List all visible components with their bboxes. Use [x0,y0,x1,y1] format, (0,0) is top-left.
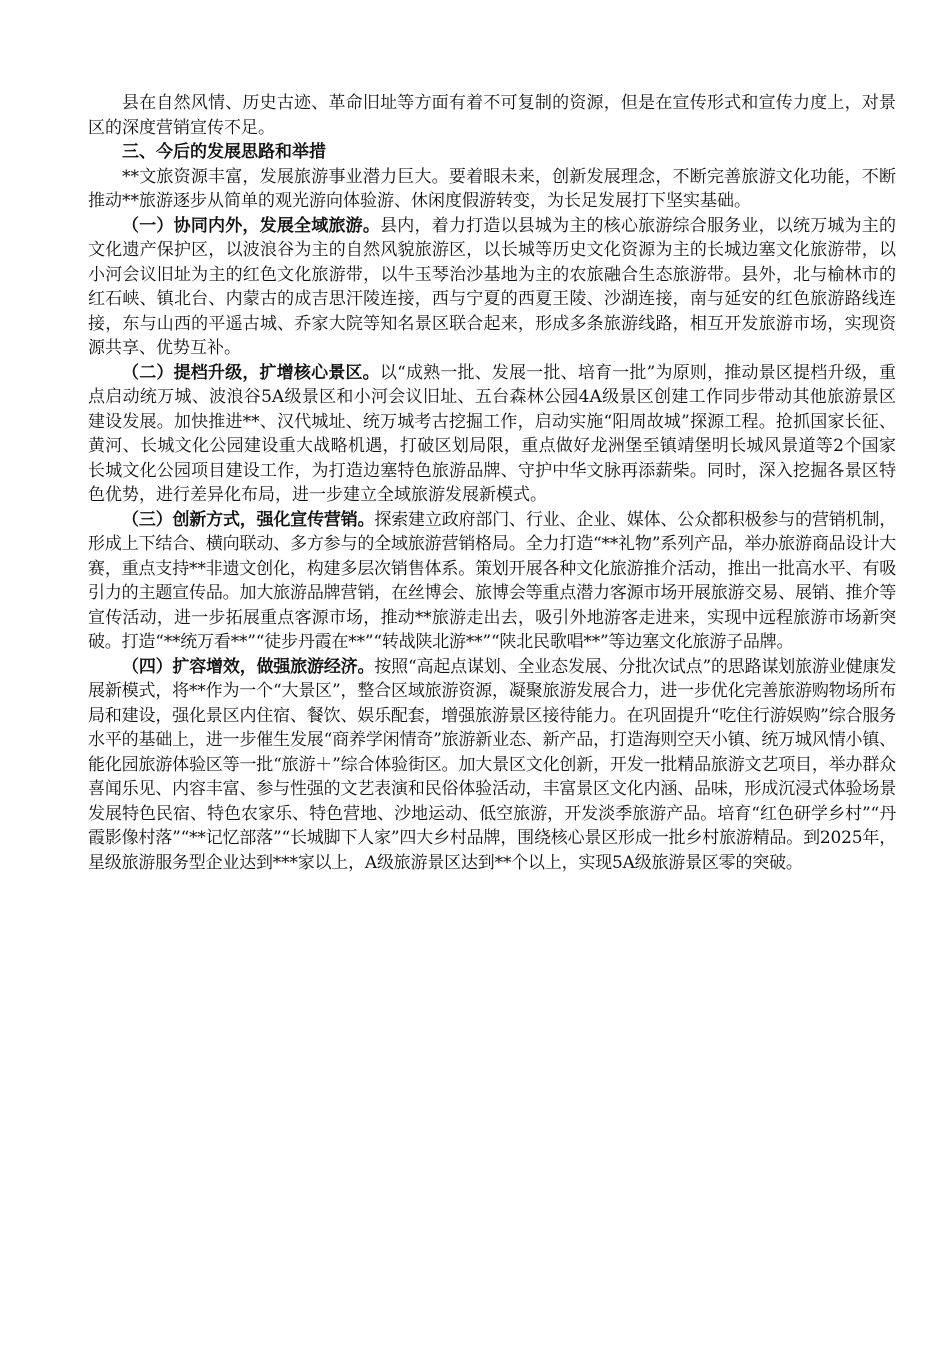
item-2-body: 以“成熟一批、发展一批、培育一批”为原则，推动景区提档升级，重点启动统万城、波浪谷5A级景区和小河会议旧址、五台森林公园4A级景区创建工作同步带动其他旅游景区建设发展。加快推进**、汉代城址、统万城考古挖掘工作，启动实施“阳周故城”探源工程。抢抓国家长征、黄河、长城文化公园建设重大战略机遇，打破区划局限，重点做好龙洲堡至镇靖堡明长城风景道等2个国家长城文化公园项目建设工作，为打造边塞特色旅游品牌、守护中华文脉再添薪柴。同时，深入挖掘各景区特色优势，进行差异化布局，进一步建立全域旅游发展新模式。 [88,362,896,505]
item-3-title: （三）创新方式，强化宣传营销。 [122,509,375,530]
item-2-title: （二）提档升级，扩增核心景区。 [122,362,380,383]
paragraph-item-3 [88,508,896,655]
item-4-body: 按照“高起点谋划、全业态发展、分批次试点”的思路谋划旅游业健康发展新模式，将**作为一个“大景区”，整合区域旅游资源，凝聚旅游发展合力，进一步优化完善旅游购物场所布局和建设，强化景区内住宿、餐饮、娱乐配套，增强旅游景区接待能力。在巩固提升“吃住行游娱购”综合服务水平的基础上，进一步催生发展“商养学闲情奇”旅游新业态、新产品，打造海则空天小镇、统万城风情小镇、能化园旅游体验区等一批“旅游＋”综合体验街区。加大景区文化创新，开发一批精品旅游文艺项目，举办群众喜闻乐见、内容丰富、参与性强的文艺表演和民俗体验活动，丰富景区文化内涵、品味，形成沉浸式体验场景发展特色民宿、特色农家乐、特色营地、沙地运动、低空旅游，开发淡季旅游产品。培育“红色研学乡村”“丹霞影像村落”“**记忆部落”“长城脚下人家”四大乡村品牌，围绕核心景区形成一批乡村旅游精品。到2025年，星级旅游服务型企业达到***家以上，A级旅游景区达到**个以上，实现5A级旅游景区零的突破。 [88,656,897,873]
paragraph-promotion-shortfall: 县在自然风情、历史古迹、革命旧址等方面有着不可复制的资源，但是在宣传形式和宣传力度上，对景区的深度营销宣传不足。 [88,93,896,138]
paragraph-item-4 [88,655,896,876]
section-heading: 三、今后的发展思路和举措 [122,142,326,162]
document-page [88,91,896,875]
paragraph-item-1 [88,214,896,361]
item-4-title: （四）扩容增效，做强旅游经济。 [122,656,375,677]
item-1-title: （一）协同内外，发展全域旅游。 [122,215,381,236]
paragraph-intro: **文旅资源丰富，发展旅游事业潜力巨大。要着眼未来，创新发展理念，不断完善旅游文化功能，不断推动**旅游逐步从简单的观光游向体验游、休闲度假游转变，为长足发展打下坚实基础。 [88,166,896,211]
paragraph-item-2 [88,361,896,508]
item-1-body: 县内，着力打造以县城为主的核心旅游综合服务业，以统万城为主的文化遗产保护区，以波浪谷为主的自然风貌旅游区，以长城等历史文化资源为主的长城边塞文化旅游带，以小河会议旧址为主的红色文化旅游带，以牛玉琴治沙基地为主的农旅融合生态旅游带。县外，北与榆林市的红石峡、镇北台、内蒙古的成吉思汗陵连接，西与宁夏的西夏王陵、沙湖连接，南与延安的红色旅游路线连接，东与山西的平遥古城、乔家大院等知名景区联合起来，形成多条旅游线路，相互开发旅游市场，实现资源共享、优势互补。 [88,215,897,358]
item-3-body: 探索建立政府部门、行业、企业、媒体、公众都积极参与的营销机制，形成上下结合、横向联动、多方参与的全域旅游营销格局。全力打造“**礼物”系列产品，举办旅游商品设计大赛，重点支持**非遗文创化，构建多层次销售体系。策划开展各种文化旅游推介活动，推出一批高水平、有吸引力的主题宣传品。加大旅游品牌营销，在丝博会、旅博会等重点潜力客源市场开展旅游交易、展销、推介等宣传活动，进一步拓展重点客源市场，推动**旅游走出去，吸引外地游客走进来，实现中远程旅游市场新突破。打造“**统万看**”“徒步丹霞在**”“转战陕北游**”“陕北民歌唱**”等边塞文化旅游子品牌。 [88,509,896,652]
